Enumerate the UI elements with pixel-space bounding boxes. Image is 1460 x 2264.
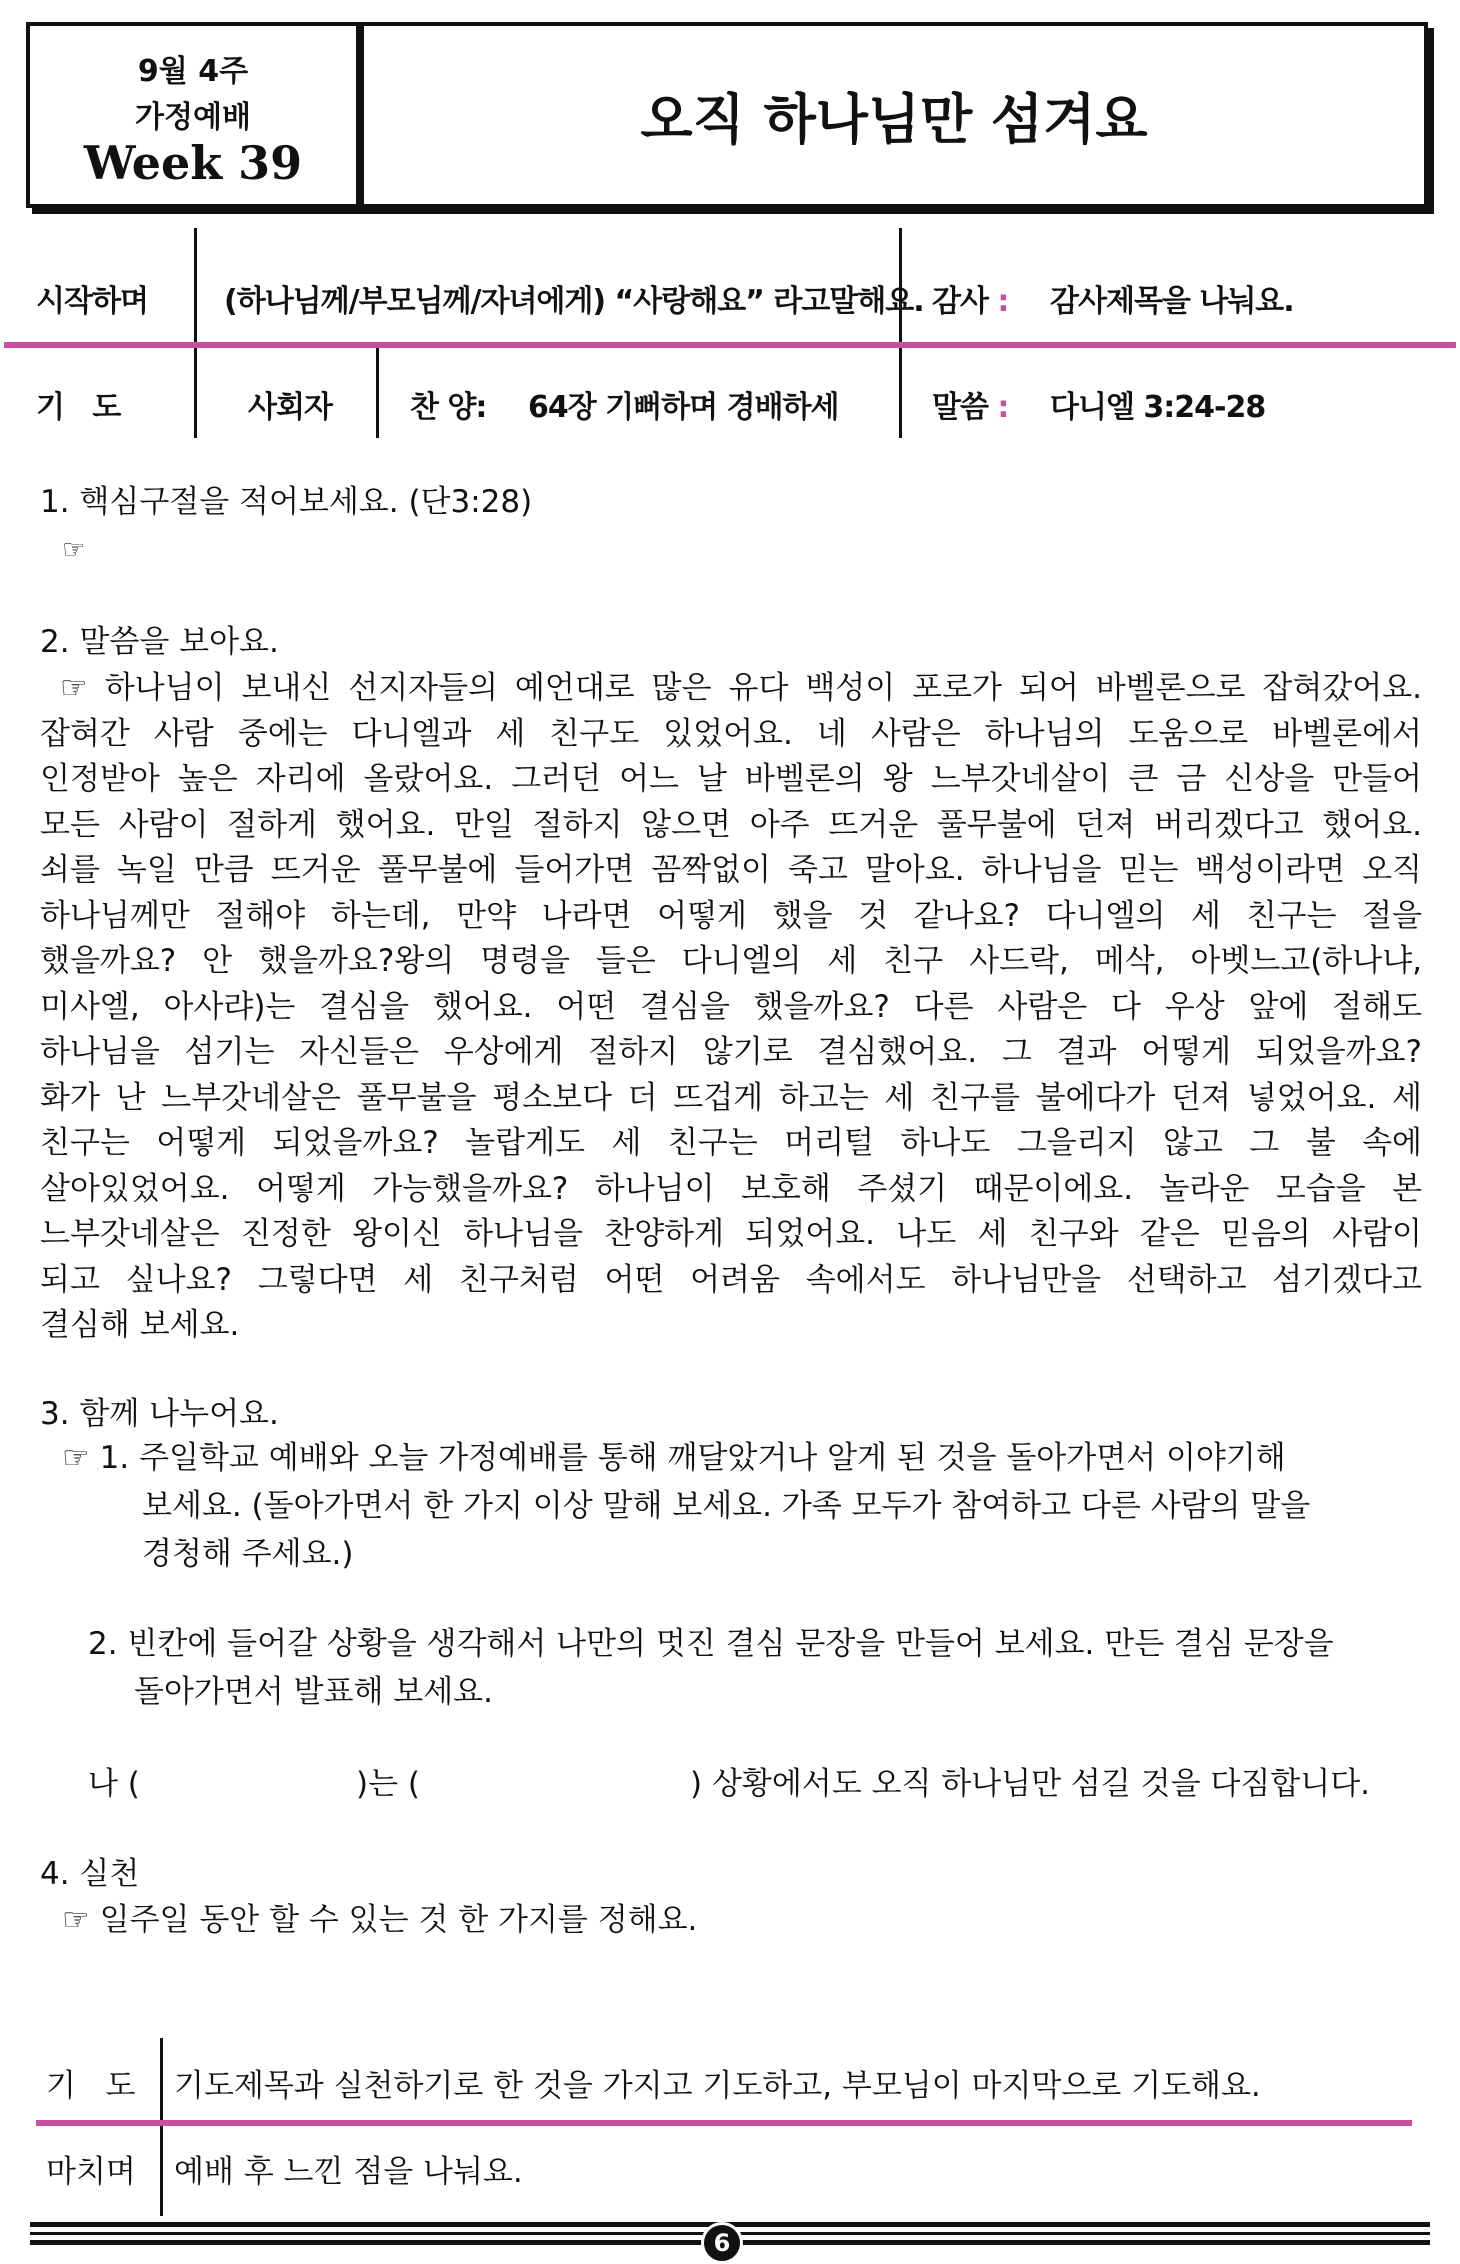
closing-prayer-text: 기도제목과 실천하기로 한 것을 가지고 기도하고, 부모님이 마지막으로 기도해요. (174, 2068, 1261, 2104)
body-line: 하나님께만 절해야 하는데, 만약 나라면 어떻게 했을 것 같나요? 다니엘의 세 친구는 절을 (40, 897, 1422, 934)
page-title: 오직 하나님만 섬겨요 (640, 87, 1148, 151)
title-box (360, 22, 1428, 208)
table-divider (376, 345, 379, 438)
week-date: 9월 4주 (137, 54, 249, 89)
week-info-box (26, 22, 360, 208)
closing-prayer-label: 기 도 (46, 2068, 136, 2104)
table-divider-pink (4, 342, 1456, 348)
thanks-colon: : (997, 284, 1009, 319)
body-line: 친구는 어떻게 되었을까요? 놀랍게도 세 친구는 머리털 하나도 그을리지 않고 그 불 속에 (40, 1125, 1422, 1161)
table-divider-pink (36, 2120, 1412, 2126)
body-line: 화가 난 느부갓네살은 풀무불을 평소보다 더 뜨겁게 하고는 세 친구를 불에다가 던져 넣었어요. 세 (40, 1079, 1422, 1116)
body-line: 살아있었어요. 어떻게 가능했을까요? 하나님이 보호해 주셨기 때문이에요. 놀라운 모습을 본 (40, 1170, 1422, 1207)
section-2-body (40, 666, 1422, 1349)
closing-end-label: 마치며 (46, 2154, 136, 2190)
word-colon: : (997, 390, 1009, 425)
page-number-badge: 6 (701, 2222, 743, 2264)
thanks-label: 감사 : (932, 284, 1009, 319)
word-text: 다니엘 3:24-28 (1050, 390, 1266, 425)
share-item-2-cont: 돌아가면서 발표해 보세요. (134, 1674, 493, 1710)
start-text: (하나님께/부모님께/자녀에게) “사랑해요” 라고말해요. (224, 284, 924, 319)
fill-part-1: 나 ( (88, 1766, 140, 1802)
section-2-title: 2. 말씀을 보아요. (40, 624, 279, 660)
body-line: 쇠를 녹일 만큼 뜨거운 풀무불에 들어가면 꼼짝없이 죽고 말아요. 하나님을 믿는 백성이라면 오직 (40, 852, 1422, 888)
body-line: 결심해 보세요. (40, 1307, 240, 1343)
week-number: Week 39 (83, 136, 303, 190)
thanks-text: 감사제목을 나눠요. (1050, 284, 1294, 319)
fill-part-2: )는 ( (356, 1766, 420, 1802)
body-line: 인정받아 높은 자리에 올랐어요. 그러던 어느 날 바벨론의 왕 느부갓네살이 큰 금 신상을 만들어 (40, 761, 1422, 797)
practice-line: ☞ 일주일 동안 할 수 있는 것 한 가지를 정해요. (62, 1902, 698, 1938)
table-divider (899, 228, 902, 438)
hymn-label: 찬 양: (410, 390, 487, 425)
body-line: 모든 사람이 절하게 했어요. 만일 절하지 않으면 아주 뜨거운 풀무불에 던져 버리겠다고 했어요. (40, 806, 1422, 843)
leader-label: 사회자 (248, 390, 332, 425)
body-line: 하나님을 섬기는 자신들은 우상에게 절하지 않기로 결심했어요. 그 결과 어떻게 되었을까요? (40, 1034, 1422, 1070)
table-divider (194, 228, 197, 438)
section-1-title: 1. 핵심구절을 적어보세요. (단3:28) (40, 484, 533, 520)
body-line: ☞ 하나님이 보내신 선지자들의 예언대로 많은 유다 백성이 포로가 되어 바벨론으로 잡혀갔어요. (60, 670, 1422, 706)
share-item-1-cont: 보세요. (돌아가면서 한 가지 이상 말해 보세요. 가족 모두가 참여하고 다른 사람의 말을 (142, 1488, 1311, 1524)
pointing-hand-icon: ☞ (62, 535, 86, 565)
share-item-2: 2. 빈칸에 들어갈 상황을 생각해서 나만의 멋진 결심 문장을 만들어 보세요. 만든 결심 문장을 (88, 1626, 1334, 1662)
hymn-text: 64장 기뻐하며 경배하세 (528, 390, 839, 425)
share-item-1-cont: 경청해 주세요.) (142, 1536, 354, 1572)
word-label: 말씀 : (932, 390, 1009, 425)
week-category: 가정예배 (135, 100, 251, 135)
closing-end-text: 예배 후 느낀 점을 나눠요. (174, 2154, 523, 2190)
section-3-title: 3. 함께 나누어요. (40, 1396, 279, 1432)
prayer-label: 기 도 (36, 390, 121, 425)
body-line: 느부갓네살은 진정한 왕이신 하나님을 찬양하게 되었어요. 나도 세 친구와 같은 믿음의 사람이 (40, 1216, 1422, 1252)
body-line: 잡혀간 사람 중에는 다니엘과 세 친구도 있었어요. 네 사람은 하나님의 도움으로 바벨론에서 (40, 715, 1422, 752)
fill-part-3: ) 상황에서도 오직 하나님만 섬길 것을 다짐합니다. (690, 1766, 1370, 1802)
section-4-title: 4. 실천 (40, 1856, 140, 1892)
body-line: 했을까요? 안 했을까요?왕의 명령을 들은 다니엘의 세 친구 사드락, 메삭, 아벳느고(하나냐, (40, 943, 1422, 979)
body-line: 미사엘, 아사랴)는 결심을 했어요. 어떤 결심을 했을까요? 다른 사람은 다 우상 앞에 절해도 (40, 988, 1422, 1025)
share-item-1: ☞ 1. 주일학교 예배와 오늘 가정예배를 통해 깨달았거나 알게 된 것을 돌아가면서 이야기해 (62, 1440, 1286, 1476)
body-line: 되고 싶나요? 그렇다면 세 친구처럼 어떤 어려움 속에서도 하나님만을 선택하고 섬기겠다고 (40, 1261, 1422, 1298)
start-label: 시작하며 (36, 284, 148, 319)
table-divider (160, 2038, 163, 2216)
